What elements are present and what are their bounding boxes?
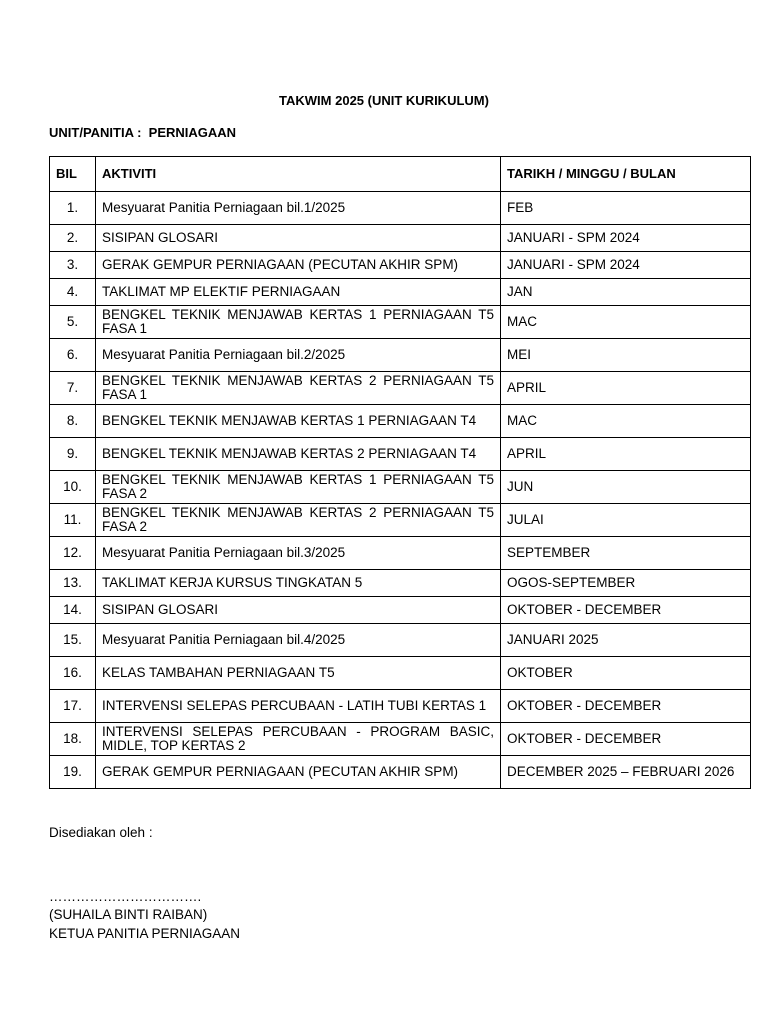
aktiviti-cell: BENGKEL TEKNIK MENJAWAB KERTAS 1 PERNIAGAAN T5 FASA 2 — [96, 471, 501, 504]
aktiviti-cell: GERAK GEMPUR PERNIAGAAN (PECUTAN AKHIR SPM) — [96, 756, 501, 789]
unit-panitia-label: UNIT/PANITIA : PERNIAGAAN — [49, 125, 237, 140]
tarikh-cell: MAC — [501, 306, 751, 339]
aktiviti-cell: BENGKEL TEKNIK MENJAWAB KERTAS 1 PERNIAGAAN T4 — [96, 405, 501, 438]
table-row — [50, 756, 751, 789]
table-row — [50, 624, 751, 657]
table-row — [50, 657, 751, 690]
table-row — [50, 537, 751, 570]
aktiviti-cell: TAKLIMAT MP ELEKTIF PERNIAGAAN — [96, 279, 501, 306]
tarikh-cell: MEI — [501, 339, 751, 372]
table-row — [50, 279, 751, 306]
tarikh-cell: MAC — [501, 405, 751, 438]
bil-cell: 6. — [50, 339, 96, 372]
table-row — [50, 690, 751, 723]
tarikh-cell: JULAI — [501, 504, 751, 537]
aktiviti-cell: TAKLIMAT KERJA KURSUS TINGKATAN 5 — [96, 570, 501, 597]
aktiviti-cell: Mesyuarat Panitia Perniagaan bil.4/2025 — [96, 624, 501, 657]
signatory-position: KETUA PANITIA PERNIAGAAN — [49, 926, 241, 941]
bil-cell: 15. — [50, 624, 96, 657]
bil-cell: 13. — [50, 570, 96, 597]
table-row — [50, 225, 751, 252]
tarikh-cell: FEB — [501, 192, 751, 225]
bil-cell: 2. — [50, 225, 96, 252]
aktiviti-cell: Mesyuarat Panitia Perniagaan bil.1/2025 — [96, 192, 501, 225]
bil-cell: 16. — [50, 657, 96, 690]
tarikh-cell: OKTOBER - DECEMBER — [501, 597, 751, 624]
bil-cell: 17. — [50, 690, 96, 723]
tarikh-cell: JANUARI - SPM 2024 — [501, 225, 751, 252]
tarikh-cell: APRIL — [501, 438, 751, 471]
tarikh-cell: OGOS-SEPTEMBER — [501, 570, 751, 597]
header-aktiviti: AKTIVITI — [96, 157, 501, 192]
tarikh-cell: OKTOBER — [501, 657, 751, 690]
aktiviti-cell: BENGKEL TEKNIK MENJAWAB KERTAS 1 PERNIAGAAN T5 FASA 1 — [96, 306, 501, 339]
tarikh-cell: JAN — [501, 279, 751, 306]
header-tarikh: TARIKH / MINGGU / BULAN — [501, 157, 751, 192]
bil-cell: 18. — [50, 723, 96, 756]
table-row — [50, 405, 751, 438]
bil-cell: 12. — [50, 537, 96, 570]
bil-cell: 3. — [50, 252, 96, 279]
tarikh-cell: SEPTEMBER — [501, 537, 751, 570]
table-row — [50, 504, 751, 537]
tarikh-cell: JUN — [501, 471, 751, 504]
tarikh-cell: JANUARI - SPM 2024 — [501, 252, 751, 279]
aktiviti-cell: Mesyuarat Panitia Perniagaan bil.3/2025 — [96, 537, 501, 570]
bil-cell: 9. — [50, 438, 96, 471]
prepared-by-label: Disediakan oleh : — [49, 825, 153, 840]
tarikh-cell: APRIL — [501, 372, 751, 405]
table-row — [50, 192, 751, 225]
tarikh-cell: OKTOBER - DECEMBER — [501, 723, 751, 756]
signature-line: ……………………………. — [49, 889, 202, 904]
aktiviti-cell: BENGKEL TEKNIK MENJAWAB KERTAS 2 PERNIAGAAN T4 — [96, 438, 501, 471]
bil-cell: 7. — [50, 372, 96, 405]
bil-cell: 10. — [50, 471, 96, 504]
header-bil: BIL — [50, 157, 96, 192]
bil-cell: 5. — [50, 306, 96, 339]
aktiviti-cell: INTERVENSI SELEPAS PERCUBAAN - PROGRAM BASIC, MIDLE, TOP KERTAS 2 — [96, 723, 501, 756]
table-row — [50, 306, 751, 339]
table-row — [50, 252, 751, 279]
table-row — [50, 438, 751, 471]
tarikh-cell: JANUARI 2025 — [501, 624, 751, 657]
bil-cell: 19. — [50, 756, 96, 789]
aktiviti-cell: BENGKEL TEKNIK MENJAWAB KERTAS 2 PERNIAGAAN T5 FASA 2 — [96, 504, 501, 537]
aktiviti-cell: BENGKEL TEKNIK MENJAWAB KERTAS 2 PERNIAGAAN T5 FASA 1 — [96, 372, 501, 405]
aktiviti-cell: GERAK GEMPUR PERNIAGAAN (PECUTAN AKHIR SPM) — [96, 252, 501, 279]
table-row — [50, 597, 751, 624]
takwim-table — [49, 156, 751, 789]
table-row — [50, 570, 751, 597]
table-row — [50, 471, 751, 504]
table-header-row — [50, 157, 751, 192]
signatory-name: (SUHAILA BINTI RAIBAN) — [49, 907, 208, 922]
aktiviti-cell: SISIPAN GLOSARI — [96, 597, 501, 624]
table-row — [50, 723, 751, 756]
bil-cell: 8. — [50, 405, 96, 438]
aktiviti-cell: INTERVENSI SELEPAS PERCUBAAN - LATIH TUBI KERTAS 1 — [96, 690, 501, 723]
document-title: TAKWIM 2025 (UNIT KURIKULUM) — [279, 93, 489, 108]
aktiviti-cell: SISIPAN GLOSARI — [96, 225, 501, 252]
table-row — [50, 339, 751, 372]
bil-cell: 1. — [50, 192, 96, 225]
table-body — [50, 192, 751, 789]
table-row — [50, 372, 751, 405]
tarikh-cell: DECEMBER 2025 – FEBRUARI 2026 — [501, 756, 751, 789]
aktiviti-cell: KELAS TAMBAHAN PERNIAGAAN T5 — [96, 657, 501, 690]
tarikh-cell: OKTOBER - DECEMBER — [501, 690, 751, 723]
bil-cell: 14. — [50, 597, 96, 624]
aktiviti-cell: Mesyuarat Panitia Perniagaan bil.2/2025 — [96, 339, 501, 372]
bil-cell: 4. — [50, 279, 96, 306]
bil-cell: 11. — [50, 504, 96, 537]
